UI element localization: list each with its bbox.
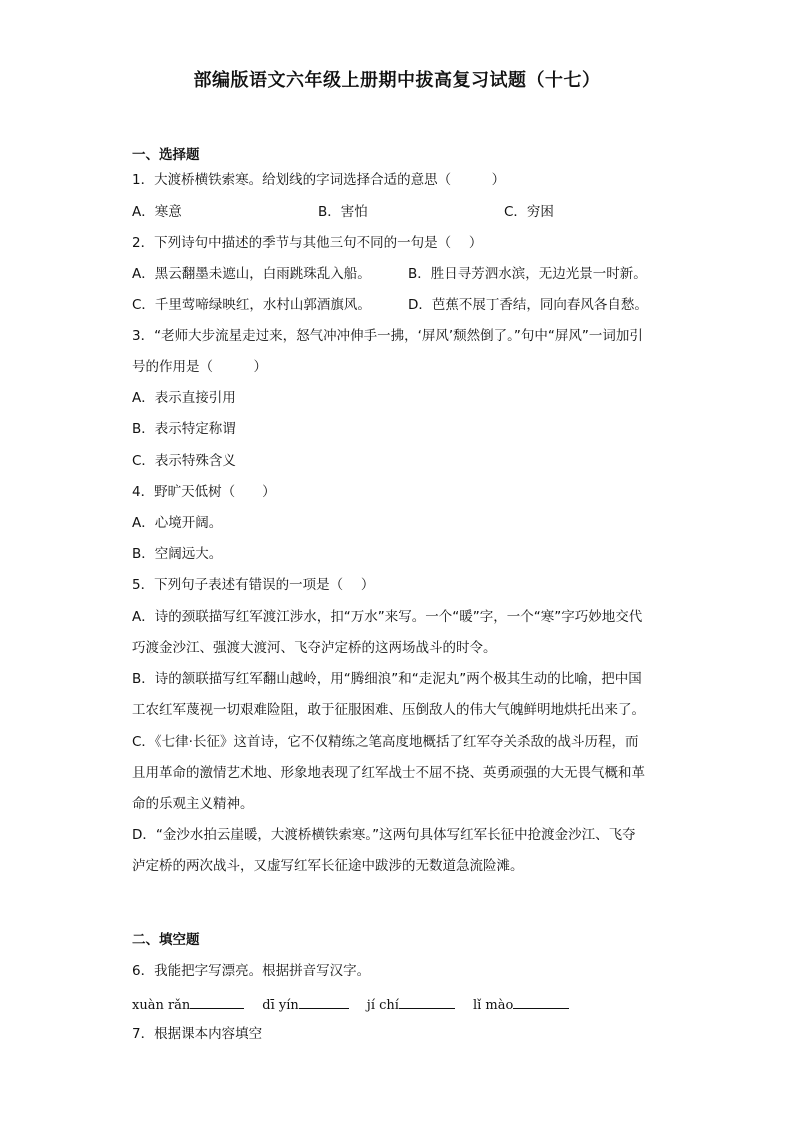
question-3-option-b: B．表示特定称谓	[132, 421, 236, 437]
pinyin-4: lǐ mào	[472, 998, 514, 1013]
question-5-stem: 5．下列句子表述有错误的一项是（ ）	[132, 577, 375, 593]
question-3-stem-line1: 3．“老师大步流星走过来，怒气冲冲伸手一拂，‘屏风’颓然倒了。”句中“屏风”一词加引	[132, 328, 643, 344]
question-5-option-d-line2: 泸定桥的两次战斗，又虚写红军长征途中跋涉的无数道急流险滩。	[132, 858, 524, 874]
question-4-option-b: B．空阔远大。	[132, 546, 223, 562]
question-2-option-a: A．黑云翻墨未遮山，白雨跳珠乱入船。	[132, 266, 371, 282]
pinyin-row	[132, 994, 587, 1015]
question-1-option-b: B．害怕	[318, 204, 368, 220]
question-4-stem: 4．野旷天低树（ ）	[132, 484, 276, 500]
pinyin-3: jí chí	[366, 998, 399, 1013]
answer-blank-4[interactable]	[513, 994, 569, 1009]
question-2-option-d: D．芭蕉不展丁香结，同向春风各自愁。	[408, 297, 648, 313]
page-title: 部编版语文六年级上册期中拔高复习试题（十七）	[193, 70, 601, 91]
section-heading-choice: 一、选择题	[132, 147, 200, 163]
question-3-option-a: A．表示直接引用	[132, 390, 236, 406]
question-1-stem: 1．大渡桥横铁索寒。给划线的字词选择合适的意思（ ）	[132, 172, 506, 188]
answer-blank-1[interactable]	[190, 994, 244, 1009]
question-5-option-c-line2: 且用革命的激情艺术地、形象地表现了红军战士不屈不挠、英勇顽强的大无畏气概和革	[132, 765, 645, 781]
question-5-option-c-line1: C．《七律·长征》这首诗，它不仅精练之笔高度地概括了红军夺关杀敌的战斗历程，而	[132, 734, 639, 750]
question-1-option-a: A．寒意	[132, 204, 182, 220]
question-6-stem: 6．我能把字写漂亮。根据拼音写汉字。	[132, 963, 371, 979]
pinyin-1: xuàn rǎn	[132, 998, 191, 1013]
question-5-option-c-line3: 命的乐观主义精神。	[132, 796, 254, 812]
question-2-option-c: C．千里莺啼绿映红，水村山郭酒旗风。	[132, 297, 371, 313]
question-2-option-b: B．胜日寻芳泗水滨，无边光景一时新。	[408, 266, 647, 282]
pinyin-2: dī yín	[262, 998, 299, 1013]
question-5-option-b-line1: B．诗的颔联描写红军翻山越岭，用“腾细浪”和“走泥丸”两个极其生动的比喻，把中国	[132, 671, 642, 687]
question-3-option-c: C．表示特殊含义	[132, 453, 236, 469]
question-7-stem: 7．根据课本内容填空	[132, 1026, 263, 1042]
question-5-option-a-line1: A．诗的颈联描写红军渡江涉水，扣“万水”来写。一个“暖”字，一个“寒”字巧妙地交代	[132, 609, 643, 625]
question-2-stem: 2．下列诗句中描述的季节与其他三句不同的一句是（ ）	[132, 235, 483, 251]
answer-blank-2[interactable]	[299, 994, 349, 1009]
answer-blank-3[interactable]	[399, 994, 455, 1009]
question-3-stem-line2: 号的作用是（ ）	[132, 359, 267, 375]
question-5-option-a-line2: 巧渡金沙江、强渡大渡河、飞夺泸定桥的这两场战斗的时令。	[132, 640, 497, 656]
question-5-option-d-line1: D．“金沙水拍云崖暖，大渡桥横铁索寒。”这两句具体写红军长征中抢渡金沙江、飞夺	[132, 827, 636, 843]
question-5-option-b-line2: 工农红军蔑视一切艰难险阻，敢于征服困难、压倒敌人的伟大气魄鲜明地烘托出来了。	[132, 702, 645, 718]
section-heading-fill: 二、填空题	[132, 932, 200, 948]
question-1-option-c: C．穷困	[504, 204, 554, 220]
question-4-option-a: A．心境开阔。	[132, 515, 223, 531]
